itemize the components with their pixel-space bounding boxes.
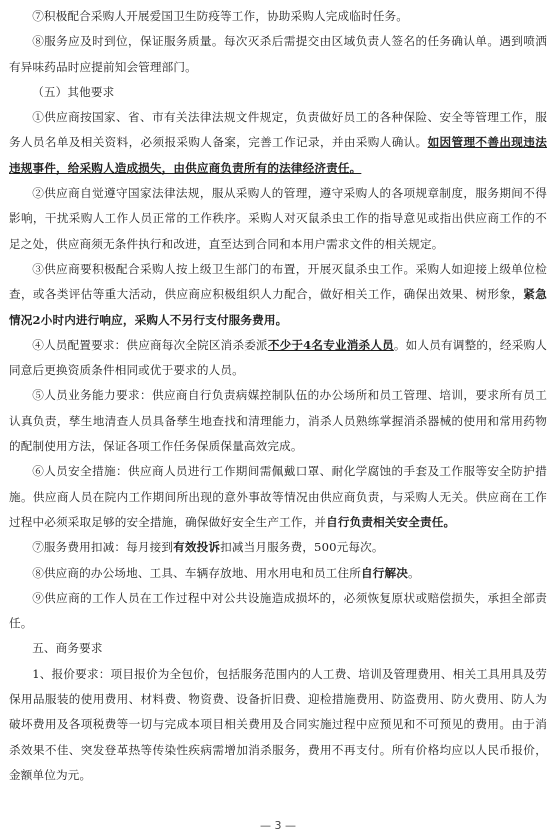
emphasis-text: 不少于4名专业消杀人员 bbox=[267, 337, 394, 352]
paragraph-p5 bbox=[9, 181, 547, 257]
paragraph-text: （五）其他要求 bbox=[32, 84, 115, 99]
paragraph-text: 。 bbox=[408, 565, 420, 580]
document-body bbox=[9, 4, 547, 788]
paragraph-text: 。如人员有调整的，经采购人同意后更换资质条件相同或优于要求的人员。 bbox=[9, 337, 548, 378]
paragraph-p14 bbox=[9, 662, 547, 788]
paragraph-text: 扣减当月服务费，500元每次。 bbox=[220, 540, 384, 555]
paragraph-text: ⑦积极配合采购人开展爱国卫生防疫等工作，协助采购人完成临时任务。 bbox=[32, 9, 408, 23]
paragraph-p9 bbox=[9, 459, 547, 535]
paragraph-text: ③供应商要积极配合采购人按上级卫生部门的布置，开展灭鼠杀虫工作。采购人如迎接上级单位检查，或各类评估等重大活动，供应商应积极组织人力配合，做好相关工作，确保出效果、树形象， bbox=[9, 261, 547, 302]
paragraph-text: ⑦服务费用扣减：每月接到 bbox=[32, 540, 174, 555]
paragraph-text: ④人员配置要求：供应商每次全院区消杀委派 bbox=[32, 337, 268, 352]
emphasis-text: 紧急情况2小时内进行响应，采购人不另行支付服务费用。 bbox=[9, 287, 548, 327]
paragraph-text: 五、商务要求 bbox=[32, 641, 103, 656]
emphasis-text: 如因管理不善出现违法违规事件，给采购人造成损失，由供应商负责所有的法律经济责任。 bbox=[9, 135, 547, 175]
emphasis-text: 自行负责相关安全责任。 bbox=[326, 514, 456, 529]
paragraph-text: ⑨供应商的工作人员在工作过程中对公共设施造成损坏的，必须恢复原状或赔偿损失，承担全部责任。 bbox=[9, 590, 547, 631]
paragraph-p1 bbox=[9, 4, 547, 29]
paragraph-p2 bbox=[9, 29, 547, 80]
paragraph-p6 bbox=[9, 257, 547, 333]
paragraph-text: 1、报价要求：项目报价为全包价，包括服务范围内的人工费、培训及管理费用、相关工具用具及劳保用品服装的使用费用、材料费、物资费、设备折旧费、迎检措施费用、防盗费用、防火费用、防人为破坏费用及各项税费等一切与完成本项目相关费用及合同实施过程中应预见和不可预见的费用。由于消杀效果不佳、突发登革热等传染性疾病需增加消杀服务，费用不再支付。所有价格均应以人民币报价，金额单位为元。 bbox=[9, 666, 547, 782]
paragraph-p8 bbox=[9, 383, 547, 459]
paragraph-text: ②供应商自觉遵守国家法律法规，服从采购人的管理，遵守采购人的各项规章制度，服务期间不得影响，干扰采购人工作人员正常的工作秩序。采购人对灭鼠杀虫工作的指导意见或指出供应商工作的不足之处，供应商须无条件执行和改进，直至达到合同和本用户需求文件的相关规定。 bbox=[9, 186, 547, 251]
emphasis-text: 自行解决 bbox=[361, 565, 408, 580]
paragraph-text: ⑧服务应及时到位，保证服务质量。每次灭杀后需提交由区域负责人签名的任务确认单。遇到喷洒有异味药品时应提前知会管理部门。 bbox=[9, 34, 547, 74]
paragraph-p3 bbox=[9, 80, 547, 105]
paragraph-p7 bbox=[9, 333, 547, 384]
paragraph-p12 bbox=[9, 586, 547, 637]
paragraph-p10 bbox=[9, 535, 547, 560]
paragraph-text: ⑤人员业务能力要求：供应商自行负责病媒控制队伍的办公场所和员工管理、培训，要求所有员工认真负责，孳生地清查人员具备孳生地查找和清理能力，消杀人员熟练掌握消杀器械的使用和常用药物的配制使用方法，保证各项工作任务保质保量高效完成。 bbox=[9, 388, 547, 454]
emphasis-text: 有效投诉 bbox=[173, 540, 221, 555]
page-number: — 3 — bbox=[260, 819, 296, 832]
paragraph-text: ①供应商按国家、省、市有关法律法规文件规定，负责做好员工的各种保险、安全等管理工作，服务人员名单及相关资料，必须报采购人备案，完善工作记录，并由采购人确认。 bbox=[9, 110, 547, 150]
paragraph-p11 bbox=[9, 561, 547, 586]
paragraph-text: ⑧供应商的办公场地、工具、车辆存放地、用水用电和员工住所 bbox=[32, 565, 362, 580]
paragraph-text: ⑥人员安全措施：供应商人员进行工作期间需佩戴口罩、耐化学腐蚀的手套及工作服等安全防护措施。供应商人员在院内工作期间所出现的意外事故等情况由供应商负责，与采购人无关。供应商在工作过程中必须采取足够的安全措施，确保做好安全生产工作，并 bbox=[9, 464, 547, 529]
paragraph-p13 bbox=[9, 636, 547, 661]
paragraph-p4 bbox=[9, 105, 547, 181]
